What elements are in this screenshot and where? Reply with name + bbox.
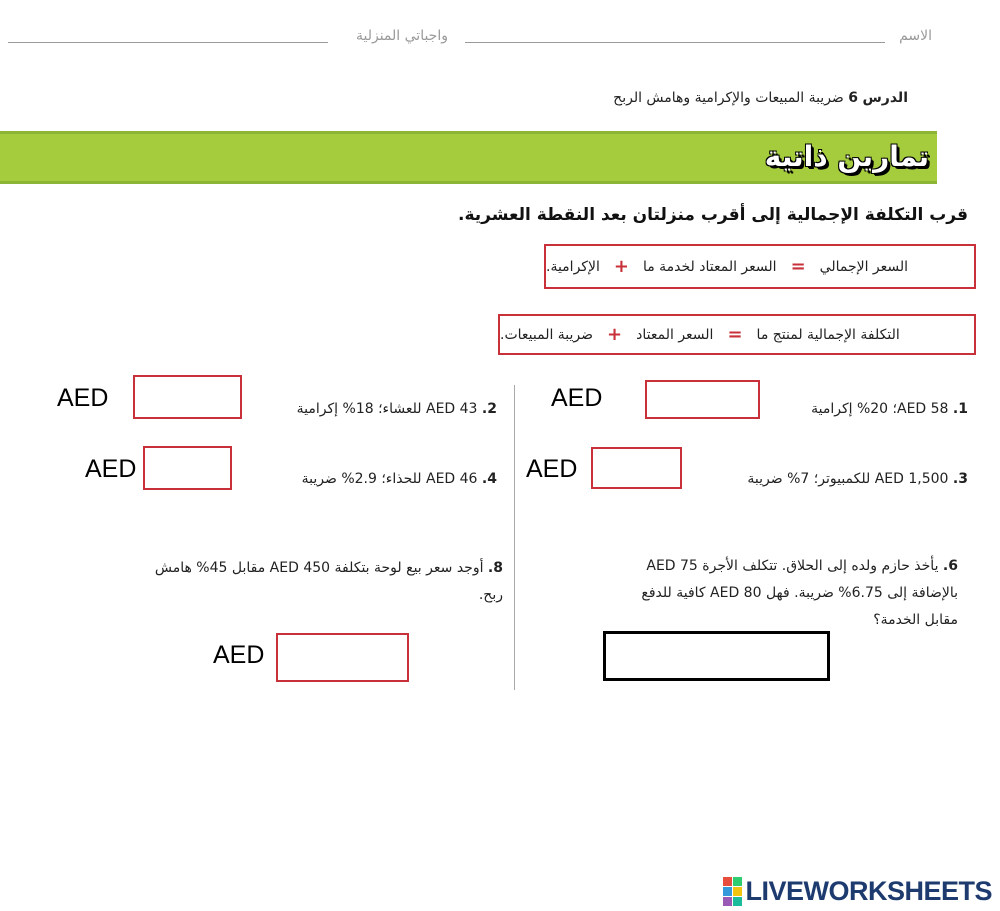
question-number: 1. xyxy=(952,401,968,417)
equals-sign: = xyxy=(727,324,743,345)
formula-left: التكلفة الإجمالية لمنتج ما xyxy=(756,326,900,343)
question-number: 3. xyxy=(952,471,968,487)
column-divider xyxy=(514,385,515,690)
question-text: AED 1,500 للكمبيوتر؛ 7% ضريبة xyxy=(747,471,949,487)
question-3 xyxy=(747,471,968,487)
question-number: 6. xyxy=(942,558,958,574)
currency-label: AED xyxy=(85,455,137,483)
formula-right: الإكرامية. xyxy=(546,258,600,275)
question-2 xyxy=(297,401,497,417)
question-text: AED 58؛ 20% إكرامية xyxy=(811,401,949,417)
lesson-heading xyxy=(613,90,908,106)
answer-input-2[interactable] xyxy=(133,375,242,419)
answer-input-1[interactable] xyxy=(645,380,760,419)
formula-left: السعر الإجمالي xyxy=(819,258,909,275)
question-4 xyxy=(302,471,497,487)
currency-label: AED xyxy=(213,641,265,669)
homework-line xyxy=(8,42,328,43)
equals-sign: = xyxy=(790,256,806,277)
currency-label: AED xyxy=(551,384,603,412)
formula-tax xyxy=(498,314,976,355)
question-text: AED 46 للحذاء؛ 2.9% ضريبة xyxy=(301,471,478,487)
question-text: مقابل الخدمة؟ xyxy=(873,612,958,628)
question-number: 4. xyxy=(481,471,497,487)
formula-right: ضريبة المبيعات. xyxy=(500,326,594,343)
answer-input-3[interactable] xyxy=(591,447,682,489)
liveworksheets-logo xyxy=(723,876,992,907)
lesson-number: 6 xyxy=(848,90,859,106)
plus-sign: + xyxy=(613,256,629,277)
answer-input-6[interactable] xyxy=(603,631,830,681)
question-text: أوجد سعر بيع لوحة بتكلفة AED 450 مقابل 45% هامش xyxy=(154,560,484,576)
lesson-title: ضريبة المبيعات والإكرامية وهامش الربح xyxy=(613,90,844,106)
currency-label: AED xyxy=(526,455,578,483)
question-text: ربح. xyxy=(478,587,503,603)
logo-text: LIVEWORKSHEETS xyxy=(745,876,992,906)
instruction: قرب التكلفة الإجمالية إلى أقرب منزلتان بعد النقطة العشرية. xyxy=(458,205,968,225)
currency-label: AED xyxy=(57,384,109,412)
question-8 xyxy=(43,555,503,609)
formula-middle: السعر المعتاد لخدمة ما xyxy=(642,258,777,275)
logo-squares-icon xyxy=(723,877,742,906)
question-text: بالإضافة إلى 6.75% ضريبة. فهل AED 80 كافية للدفع xyxy=(641,585,958,601)
question-number: 2. xyxy=(481,401,497,417)
homework-label: واجباتي المنزلية xyxy=(355,28,448,44)
answer-input-4[interactable] xyxy=(143,446,232,490)
section-banner xyxy=(0,131,937,184)
question-1 xyxy=(811,401,968,417)
plus-sign: + xyxy=(607,324,623,345)
formula-middle: السعر المعتاد xyxy=(636,326,714,343)
banner-title: تمارين ذاتية xyxy=(764,140,929,173)
name-line xyxy=(465,42,885,43)
question-6 xyxy=(538,553,958,634)
question-text: AED 43 للعشاء؛ 18% إكرامية xyxy=(296,401,478,417)
question-text: يأخذ حازم ولده إلى الحلاق. تتكلف الأجرة AED 75 xyxy=(646,558,939,574)
name-label: الاسم xyxy=(899,28,932,44)
lesson-label: الدرس xyxy=(862,90,908,106)
formula-tip xyxy=(544,244,976,289)
answer-input-8[interactable] xyxy=(276,633,409,682)
question-number: 8. xyxy=(487,560,503,576)
